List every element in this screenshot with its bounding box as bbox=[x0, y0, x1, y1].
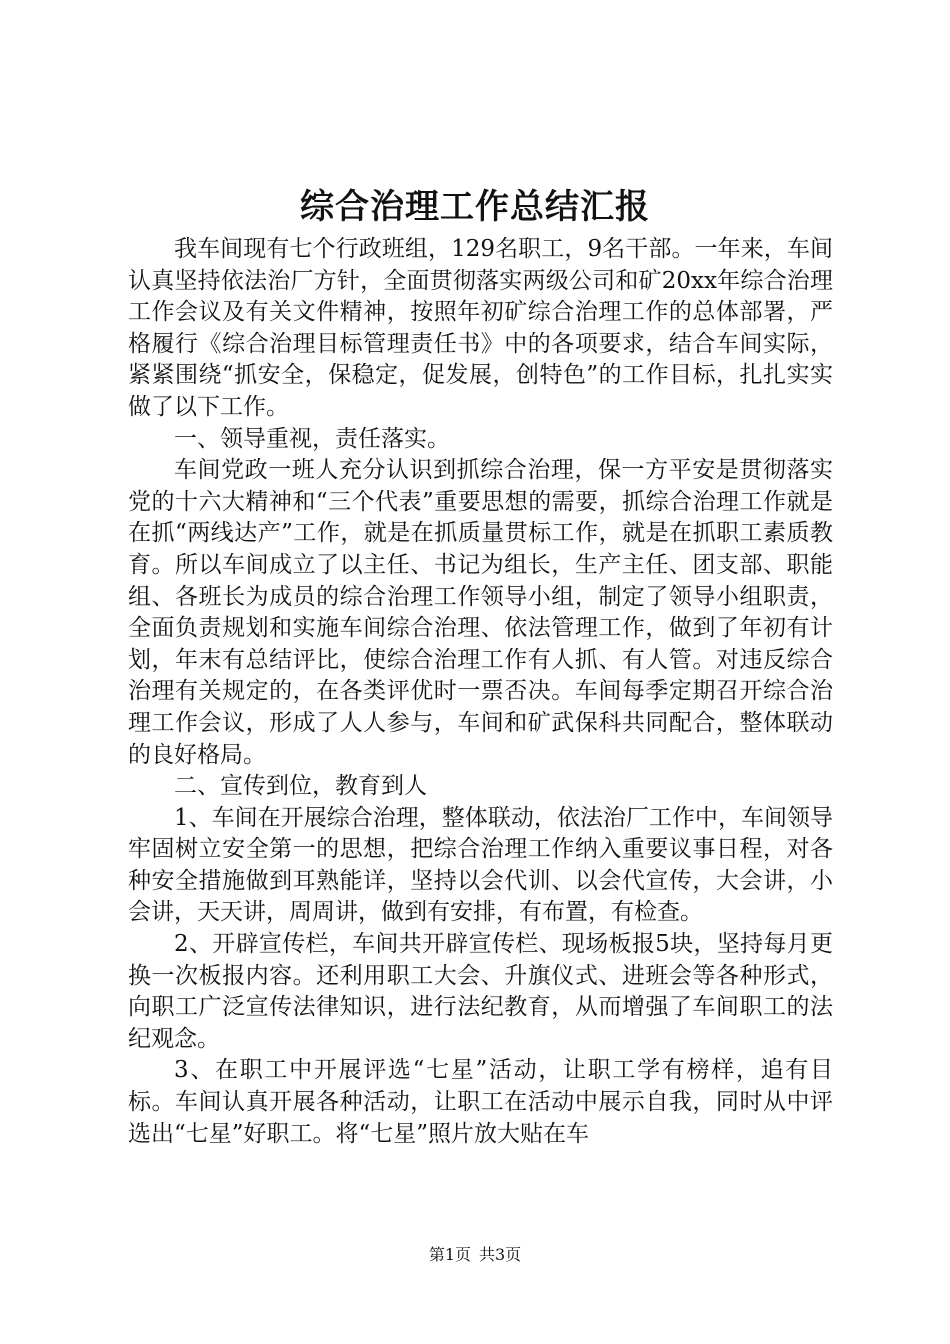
section-heading-2: 二、宣传到位，教育到人 bbox=[174, 773, 427, 800]
document-title: 综合治理工作总结汇报 bbox=[300, 187, 650, 227]
section-2-item-1: 1、车间在开展综合治理，整体联动，依法治厂工作中，车间领导牢固树立安全第一的思想，把综合治理工作纳入重要议事日程，对各种安全措施做到耳熟能详，坚持以会代训、以会代宣传，大会讲，小会讲，天天讲，周周讲，做到有安排，有布置，有检查。 bbox=[128, 804, 833, 926]
page-number: 第1页 bbox=[428, 1245, 471, 1264]
section-2-item-3: 3、在职工中开展评选“七星”活动，让职工学有榜样，追有目标。车间认真开展各种活动，让职工在活动中展示自我，同时从中评选出“七星”好职工。将“七星”照片放大贴在车 bbox=[128, 1057, 833, 1147]
page-footer bbox=[0, 1243, 950, 1267]
page-total: 共3页 bbox=[479, 1245, 522, 1264]
section-1-paragraph: 车间党政一班人充分认识到抓综合治理，保一方平安是贯彻落实党的十六大精神和“三个代表”重要思想的需要，抓综合治理工作就是在抓“两线达产”工作，就是在抓质量贯标工作，就是在抓职工素质教育。所以车间成立了以主任、书记为组长，生产主任、团支部、职能组、各班长为成员的综合治理工作领导小组，制定了领导小组职责，全面负责规划和实施车间综合治理、依法管理工作，做到了年初有计划，年末有总结评比，使综合治理工作有人抓、有人管。对违反综合治理有关规定的，在各类评优时一票否决。车间每季定期召开综合治理工作会议，形成了人人参与，车间和矿武保科共同配合，整体联动的良好格局。 bbox=[128, 457, 833, 768]
document-body bbox=[128, 234, 833, 1150]
section-heading-1: 一、领导重视，责任落实。 bbox=[174, 425, 450, 452]
intro-paragraph: 我车间现有七个行政班组，129名职工，9名干部。一年来，车间认真坚持依法治厂方针，全面贯彻落实两级公司和矿20xx年综合治理工作会议及有关文件精神，按照年初矿综合治理工作的总体部署，严格履行《综合治理目标管理责任书》中的各项要求，结合车间实际，紧紧围绕“抓安全，保稳定，促发展，创特色”的工作目标，扎扎实实做了以下工作。 bbox=[128, 236, 833, 420]
section-2-item-2: 2、开辟宣传栏，车间共开辟宣传栏、现场板报5块，坚持每月更换一次板报内容。还利用职工大会、升旗仪式、进班会等各种形式，向职工广泛宣传法律知识，进行法纪教育，从而增强了车间职工的法纪观念。 bbox=[128, 931, 833, 1052]
